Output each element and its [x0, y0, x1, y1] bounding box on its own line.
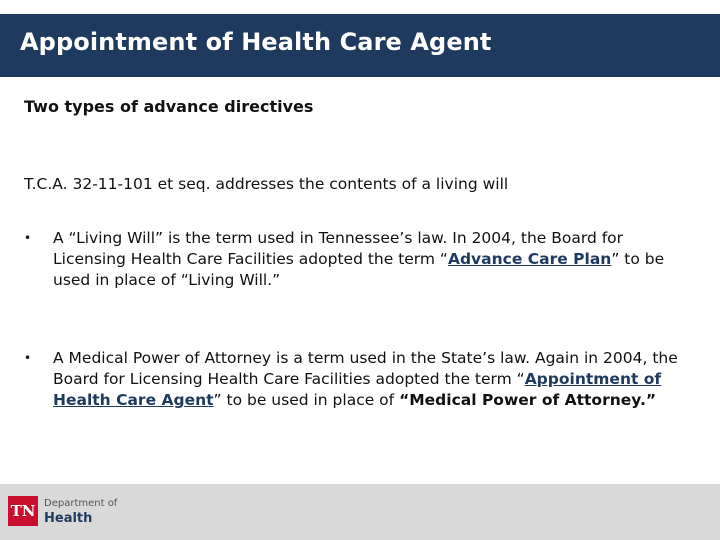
- tn-logo-icon: TN: [8, 496, 38, 526]
- bullet-body: [53, 348, 693, 411]
- advance-care-plan-term: Advance Care Plan: [447, 250, 612, 268]
- bullet-text: A Medical Power of Attorney is a term used in the State’s law. Again in 2004, the Board for Licensing Health Care Facilities adopted the term “: [53, 349, 678, 388]
- health-care-agent-term: Appointment of Health Care Agent: [53, 370, 662, 409]
- section-subtitle: Two types of advance directives: [24, 97, 314, 116]
- title-bar: [0, 14, 720, 77]
- logo-department-text: Department of: [44, 498, 118, 509]
- bullet-text: ” to be used in place of “Living Will.”: [53, 250, 665, 289]
- bullet-icon: •: [24, 351, 32, 365]
- bullet-body: [53, 228, 693, 291]
- intro-text: T.C.A. 32-11-101 et seq. addresses the contents of a living will: [24, 175, 509, 193]
- bullet-text: A “Living Will” is the term used in Tennessee’s law. In 2004, the Board for Licensing Health Care Facilities adopted the term “: [53, 229, 624, 268]
- logo-health-text: Health: [44, 511, 93, 526]
- footer-bar: [0, 484, 720, 540]
- page-title: Appointment of Health Care Agent: [20, 28, 492, 56]
- medical-poa-term: “Medical Power of Attorney.”: [399, 391, 657, 409]
- bullet-text: ” to be used in place of: [213, 391, 400, 409]
- bullet-icon: •: [24, 231, 32, 245]
